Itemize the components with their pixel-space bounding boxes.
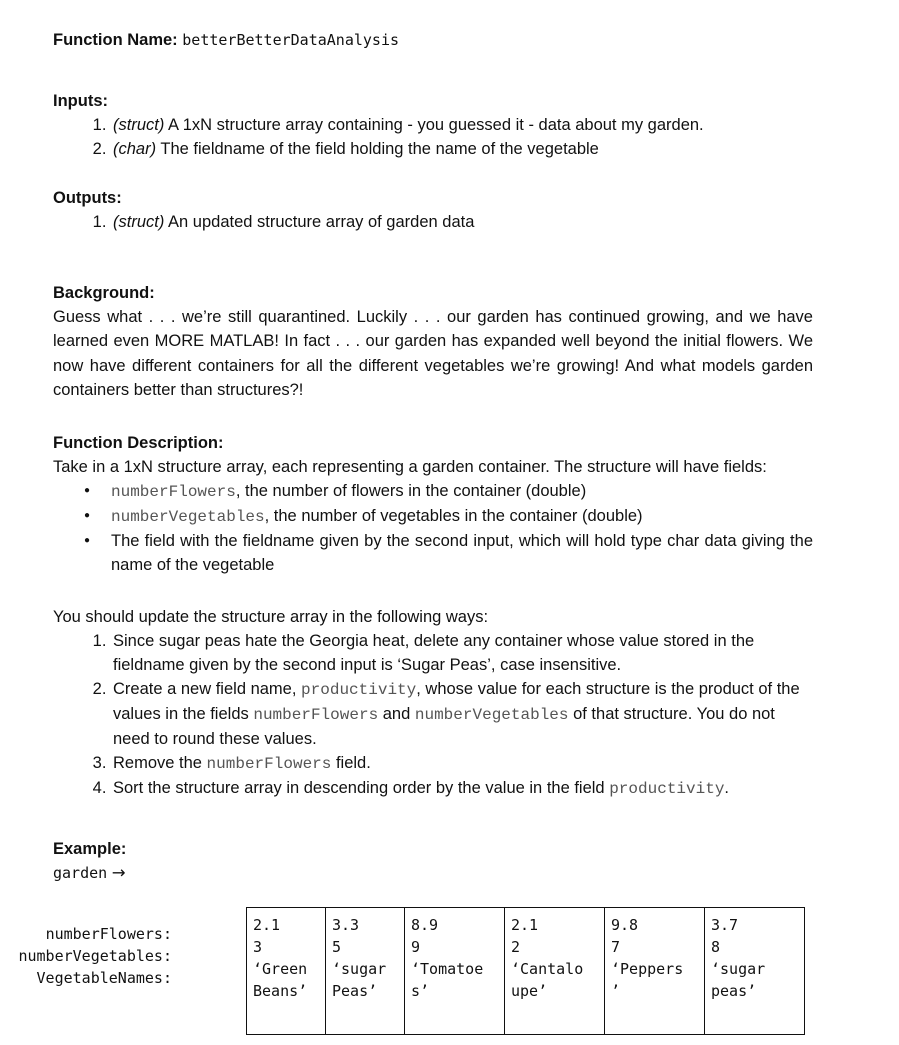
update-steps-list — [53, 629, 813, 801]
row-label-vegetables: numberVegetables: — [18, 947, 172, 966]
garden-cell-3 — [405, 908, 505, 1035]
cell-name-line2: ’ — [611, 982, 621, 1001]
inputs-heading: Inputs: — [53, 92, 108, 110]
cell-vegetables: 8 — [711, 938, 721, 957]
outputs-list — [53, 210, 813, 234]
cell-name-line1: ‘Cantalo — [511, 960, 584, 979]
row-label-names: VegetableNames: — [36, 969, 172, 988]
garden-cell-6 — [705, 908, 805, 1035]
step-4-text-a: Sort the structure array in descending order by the value in the field — [113, 779, 610, 798]
output-item-1 — [111, 210, 813, 234]
cell-name-line1: ‘sugar — [711, 960, 766, 979]
output-1-type: (struct) — [113, 213, 165, 231]
step-2-text-b: , whose value for each structure is the product of the values in the fields — [113, 680, 800, 724]
input-1-text: A 1xN structure array containing - you guessed it - data about my garden. — [164, 116, 704, 134]
garden-cell-2 — [326, 908, 405, 1035]
cell-name-line1: ‘Peppers — [611, 960, 684, 979]
garden-table — [246, 907, 805, 1035]
step-2-code-productivity: productivity — [301, 681, 417, 700]
step-1-text: Since sugar peas hate the Georgia heat, delete any container whose value stored in the fieldname given by the second input is ‘Sugar Peas’, case insensitive. — [113, 632, 755, 675]
garden-cell-1 — [247, 908, 326, 1035]
cell-flowers: 2.1 — [253, 916, 281, 935]
input-item-1 — [111, 113, 813, 137]
cell-flowers: 8.9 — [411, 916, 439, 935]
row-labels — [0, 923, 172, 989]
inputs-list — [53, 113, 813, 161]
field-item-3 — [111, 529, 813, 577]
description-heading: Function Description: — [53, 433, 224, 452]
fields-list — [53, 479, 813, 577]
example-var-name: garden — [53, 864, 108, 883]
field-1-code: numberFlowers — [111, 483, 236, 502]
step-2-text-a: Create a new field name, — [113, 680, 302, 699]
outputs-section — [53, 186, 813, 234]
step-2-text-d: of that structure. You do not need to round these values. — [113, 705, 775, 749]
garden-cell-4 — [505, 908, 605, 1035]
field-2-text: , the number of vegetables in the container (double) — [264, 507, 643, 526]
output-1-text: An updated structure array of garden data — [164, 213, 475, 231]
input-1-type: (struct) — [113, 116, 165, 134]
cell-name-line1: ‘Green — [253, 960, 308, 979]
example-var-line — [53, 861, 813, 885]
update-intro: You should update the structure array in the following ways: — [53, 608, 489, 627]
cell-vegetables: 7 — [611, 938, 621, 957]
description-section — [53, 431, 813, 801]
step-3-code: numberFlowers — [206, 755, 332, 774]
update-step-2 — [111, 677, 813, 751]
right-arrow-icon: → — [111, 863, 126, 883]
input-2-type: (char) — [113, 140, 157, 158]
example-section — [18, 837, 813, 1045]
cell-flowers: 3.7 — [711, 916, 739, 935]
update-step-1 — [111, 629, 813, 677]
function-name-label: Function Name: — [53, 31, 178, 49]
background-section — [53, 281, 813, 403]
cell-flowers: 9.8 — [611, 916, 639, 935]
cell-name-line2: upe’ — [511, 982, 548, 1001]
outputs-heading: Outputs: — [53, 189, 122, 207]
step-4-text-b: . — [724, 779, 730, 798]
garden-cell-5 — [605, 908, 705, 1035]
example-heading: Example: — [53, 840, 127, 859]
cell-flowers: 2.1 — [511, 916, 539, 935]
field-item-2 — [111, 504, 813, 529]
row-label-flowers: numberFlowers: — [45, 925, 172, 944]
update-step-4 — [111, 776, 813, 801]
step-3-text-b: field. — [331, 754, 371, 773]
background-heading: Background: — [53, 284, 155, 302]
cell-name-line2: Beans’ — [253, 982, 308, 1001]
function-name-line — [53, 28, 813, 52]
step-3-text-a: Remove the — [113, 754, 207, 773]
cell-flowers: 3.3 — [332, 916, 360, 935]
description-intro: Take in a 1xN structure array, each representing a garden container. The structure will have fields: — [53, 457, 767, 476]
field-2-code: numberVegetables — [111, 508, 265, 527]
update-step-3 — [111, 751, 813, 776]
example-struct — [18, 885, 813, 1045]
cell-vegetables: 3 — [253, 938, 263, 957]
cell-name-line1: ‘sugar — [332, 960, 387, 979]
table-row — [247, 908, 805, 1035]
cell-name-line2: s’ — [411, 982, 430, 1001]
step-2-code-vegetables: numberVegetables — [414, 706, 569, 725]
field-1-text: , the number of flowers in the container (double) — [235, 482, 587, 501]
step-2-text-c: and — [378, 705, 415, 724]
cell-vegetables: 2 — [511, 938, 521, 957]
cell-name-line2: Peas’ — [332, 982, 378, 1001]
field-3-text: The field with the fieldname given by the second input, which will hold type char data giving the name of the vegetable — [111, 532, 813, 575]
cell-name-line1: ‘Tomatoe — [411, 960, 484, 979]
input-2-text: The fieldname of the field holding the name of the vegetable — [156, 140, 599, 158]
input-item-2 — [111, 137, 813, 161]
cell-vegetables: 9 — [411, 938, 421, 957]
cell-name-line2: peas’ — [711, 982, 757, 1001]
function-name-value: betterBetterDataAnalysis — [182, 31, 400, 49]
step-4-code: productivity — [609, 780, 725, 799]
background-text: Guess what . . . we’re still quarantined. Luckily . . . our garden has continued growing, and we have learned even MORE MATLAB! In fact . . . our garden has expanded well beyond the initial flowers. We now have different containers for all the different vegetables we’re growing! And what models garden containers better than structures?! — [53, 308, 813, 400]
field-item-1 — [111, 479, 813, 504]
step-2-code-flowers: numberFlowers — [253, 706, 379, 725]
document-page — [18, 28, 813, 1045]
cell-vegetables: 5 — [332, 938, 342, 957]
inputs-section — [53, 89, 813, 161]
